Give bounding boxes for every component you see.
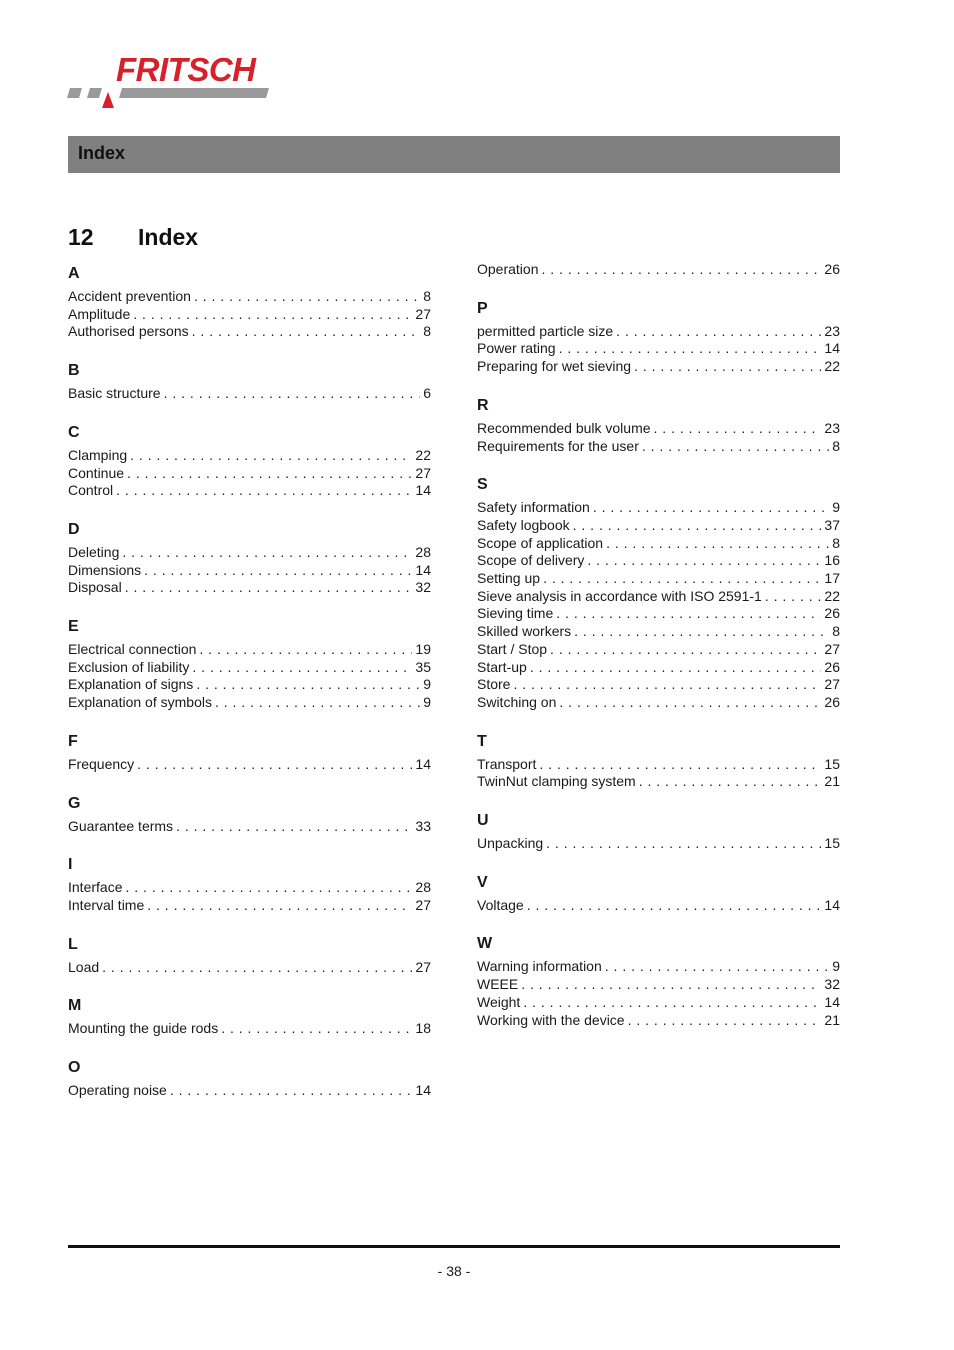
index-term: WEEE: [477, 976, 519, 993]
index-page-number: 22: [415, 446, 431, 463]
index-entry[interactable]: [477, 358, 840, 376]
index-entry[interactable]: [68, 756, 431, 774]
dot-leader: [559, 340, 822, 358]
index-letter: O: [68, 1059, 81, 1077]
index-entry[interactable]: [477, 835, 840, 853]
index-entry[interactable]: [68, 579, 431, 597]
index-page-number: 27: [415, 896, 431, 913]
dot-leader: [593, 499, 829, 517]
index-entry[interactable]: [68, 385, 431, 403]
dot-leader: [102, 959, 412, 977]
index-term: Operating noise: [68, 1082, 167, 1099]
index-term: Clamping: [68, 446, 128, 463]
dot-leader: [559, 694, 821, 712]
index-term: Warning information: [477, 958, 602, 975]
index-term: Transport: [477, 755, 537, 772]
index-term: Power rating: [477, 340, 556, 357]
index-group: [68, 996, 431, 1038]
index-term: Requirements for the user: [477, 437, 639, 454]
index-page-number: 14: [824, 896, 840, 913]
index-term: Basic structure: [68, 385, 161, 402]
index-letter: D: [68, 520, 80, 538]
index-letter: R: [477, 396, 489, 414]
index-letter: L: [68, 935, 78, 953]
index-page-number: 26: [824, 261, 840, 277]
dot-leader: [513, 676, 821, 694]
index-entry[interactable]: [477, 756, 840, 774]
index-entry[interactable]: [477, 323, 840, 341]
index-page-number: 27: [415, 958, 431, 975]
dot-leader: [530, 659, 822, 677]
index-entry[interactable]: [477, 676, 840, 694]
index-page-number: 9: [832, 499, 840, 516]
index-page-number: 22: [824, 358, 840, 375]
index-term: Setting up: [477, 570, 541, 587]
index-term: Mounting the guide rods: [68, 1020, 219, 1037]
index-entry[interactable]: [68, 306, 431, 324]
index-entry[interactable]: [68, 288, 431, 306]
index-group: [68, 855, 431, 914]
index-entry[interactable]: [477, 694, 840, 712]
index-term: Interval time: [68, 896, 145, 913]
dot-leader: [215, 694, 420, 712]
index-group: [68, 520, 431, 597]
fritsch-logo: [66, 52, 286, 114]
dot-leader: [130, 447, 412, 465]
index-page-number: 14: [824, 340, 840, 357]
index-term: Accident prevention: [68, 288, 191, 304]
dot-leader: [125, 579, 413, 597]
index-letter: B: [68, 362, 80, 380]
index-term: Amplitude: [68, 305, 131, 322]
index-page-number: 14: [824, 993, 840, 1010]
index-entry[interactable]: [477, 773, 840, 791]
index-entry[interactable]: [477, 958, 840, 976]
index-letter: S: [477, 476, 488, 494]
index-page-number: 27: [415, 464, 431, 481]
index-term: Switching on: [477, 693, 557, 710]
dot-leader: [133, 306, 412, 324]
index-term: Working with the device: [477, 1011, 625, 1028]
dot-leader: [634, 358, 821, 376]
index-entry[interactable]: [477, 420, 840, 438]
index-group: [477, 396, 840, 455]
index-entry[interactable]: [477, 897, 840, 915]
index-entry[interactable]: [477, 976, 840, 994]
dot-leader: [616, 323, 821, 341]
index-group: [68, 617, 431, 712]
index-page-number: 8: [832, 623, 840, 640]
dot-leader: [137, 756, 412, 774]
index-term: Weight: [477, 993, 521, 1010]
index-entry[interactable]: [68, 1020, 431, 1038]
index-entry[interactable]: [68, 1082, 431, 1100]
dot-leader: [527, 897, 822, 915]
index-page-number: 27: [824, 676, 840, 693]
index-page-number: 37: [824, 516, 840, 533]
index-page-number: 28: [415, 543, 431, 560]
index-page-number: 14: [415, 482, 431, 499]
dot-leader: [587, 552, 821, 570]
index-entry[interactable]: [68, 482, 431, 500]
index-entry[interactable]: [68, 659, 431, 677]
index-entry[interactable]: [68, 676, 431, 694]
dot-leader: [574, 623, 829, 641]
chapter-number: 12: [68, 224, 94, 250]
index-letter: G: [68, 794, 81, 812]
index-group: [477, 873, 840, 915]
index-term: permitted particle size: [477, 322, 614, 339]
index-group: [68, 935, 431, 977]
index-entry[interactable]: [477, 499, 840, 517]
index-term: Load: [68, 958, 100, 975]
index-letter: I: [68, 856, 73, 874]
index-entry[interactable]: [477, 535, 840, 553]
index-page-number: 32: [824, 976, 840, 993]
dot-leader: [147, 897, 412, 915]
index-entry[interactable]: [68, 562, 431, 580]
index-term: Store: [477, 676, 511, 693]
index-page-number: 26: [824, 693, 840, 710]
index-group: [477, 732, 840, 791]
index-group: [68, 794, 431, 836]
index-term: TwinNut clamping system: [477, 773, 636, 790]
index-term: Preparing for wet sieving: [477, 358, 632, 375]
index-entry[interactable]: [477, 605, 840, 623]
logo-text: FRITSCH: [116, 51, 256, 88]
dot-leader: [628, 1012, 822, 1030]
index-page-number: 35: [415, 658, 431, 675]
dot-leader: [642, 438, 829, 456]
index-term: Dimensions: [68, 561, 142, 578]
index-column-right: [477, 261, 840, 1029]
index-page-number: 6: [423, 385, 431, 402]
index-term: Explanation of signs: [68, 676, 194, 693]
index-page-number: 26: [824, 605, 840, 622]
index-entry[interactable]: [477, 588, 840, 606]
dot-leader: [523, 994, 821, 1012]
dot-leader: [546, 835, 821, 853]
index-term: Continue: [68, 464, 125, 481]
index-group: [477, 934, 840, 1029]
index-group: [68, 423, 431, 500]
index-column-left: [68, 264, 431, 1100]
dot-leader: [541, 261, 821, 279]
dot-leader: [573, 517, 822, 535]
index-entry[interactable]: [477, 517, 840, 535]
index-entry[interactable]: [477, 261, 840, 279]
index-page-number: 16: [824, 552, 840, 569]
index-letter: E: [68, 618, 79, 636]
dot-leader: [194, 288, 420, 306]
index-entry[interactable]: [477, 438, 840, 456]
index-entry[interactable]: [68, 959, 431, 977]
index-page-number: 22: [824, 587, 840, 604]
index-group: [477, 261, 840, 279]
dot-leader: [164, 385, 421, 403]
index-term: Interface: [68, 879, 123, 896]
index-group: [68, 1058, 431, 1100]
index-page-number: 28: [415, 879, 431, 896]
chapter-title: Index: [138, 224, 199, 250]
index-page-number: 26: [824, 658, 840, 675]
dot-leader: [144, 562, 412, 580]
index-page-number: 14: [415, 561, 431, 578]
dot-leader: [550, 641, 821, 659]
page-number: - 38 -: [437, 1263, 471, 1279]
index-term: Control: [68, 482, 114, 499]
index-term: Guarantee terms: [68, 817, 174, 834]
index-entry[interactable]: [477, 994, 840, 1012]
footer-rule: [68, 1245, 840, 1248]
dot-leader: [606, 535, 829, 553]
index-page-number: 14: [415, 1082, 431, 1099]
index-page-number: 8: [423, 288, 431, 304]
dot-leader: [765, 588, 822, 606]
index-group: [68, 732, 431, 774]
index-term: Deleting: [68, 543, 120, 560]
index-group: [477, 299, 840, 376]
index-page-number: 19: [415, 641, 431, 658]
index-group: [68, 361, 431, 403]
dot-leader: [125, 879, 412, 897]
index-page-number: 8: [423, 323, 431, 340]
dot-leader: [122, 544, 412, 562]
index-term: Electrical connection: [68, 641, 197, 658]
index-page-number: 9: [832, 958, 840, 975]
index-page-number: 9: [423, 694, 431, 711]
index-term: Start-up: [477, 658, 527, 675]
dot-leader: [221, 1020, 412, 1038]
index-entry[interactable]: [477, 641, 840, 659]
index-entry[interactable]: [477, 552, 840, 570]
index-page-number: 8: [832, 437, 840, 454]
index-entry[interactable]: [477, 623, 840, 641]
index-group: [477, 475, 840, 711]
index-entry[interactable]: [68, 544, 431, 562]
index-letter: A: [68, 265, 80, 282]
index-entry[interactable]: [477, 1012, 840, 1030]
index-page-number: 17: [824, 570, 840, 587]
dot-leader: [639, 773, 822, 791]
section-header-bar: [68, 136, 840, 173]
index-term: Sieve analysis in accordance with ISO 2591-1: [477, 587, 762, 604]
dot-leader: [556, 605, 821, 623]
index-page-number: 18: [415, 1020, 431, 1037]
index-entry[interactable]: [477, 659, 840, 677]
index-letter: F: [68, 732, 78, 750]
index-entry[interactable]: [68, 818, 431, 836]
index-page-number: 21: [824, 1011, 840, 1028]
dot-leader: [605, 958, 829, 976]
index-page-number: 15: [824, 835, 840, 852]
index-term: Authorised persons: [68, 323, 189, 340]
index-entry[interactable]: [68, 447, 431, 465]
index-entry[interactable]: [477, 340, 840, 358]
dot-leader: [116, 482, 412, 500]
index-page-number: 15: [824, 755, 840, 772]
index-entry[interactable]: [68, 694, 431, 712]
index-term: Sieving time: [477, 605, 554, 622]
index-page-number: 32: [415, 579, 431, 596]
index-page-number: 27: [824, 640, 840, 657]
index-term: Exclusion of liability: [68, 658, 190, 675]
index-term: Voltage: [477, 896, 524, 913]
index-entry[interactable]: [68, 879, 431, 897]
index-term: Scope of delivery: [477, 552, 585, 569]
dot-leader: [196, 676, 420, 694]
dot-leader: [521, 976, 821, 994]
dot-leader: [192, 323, 421, 341]
index-entry[interactable]: [68, 641, 431, 659]
index-page-number: 21: [824, 773, 840, 790]
index-term: Safety logbook: [477, 516, 570, 533]
index-entry[interactable]: [68, 897, 431, 915]
index-letter: P: [477, 299, 488, 317]
index-group: [68, 264, 431, 341]
index-page-number: 23: [824, 322, 840, 339]
index-page-number: 14: [415, 755, 431, 772]
index-page-number: 27: [415, 305, 431, 322]
index-entry[interactable]: [68, 323, 431, 341]
dot-leader: [176, 818, 412, 836]
index-letter: T: [477, 732, 487, 750]
chapter-heading: [68, 222, 198, 252]
index-term: Explanation of symbols: [68, 694, 212, 711]
dot-leader: [543, 570, 821, 588]
index-term: Recommended bulk volume: [477, 419, 651, 436]
index-entry[interactable]: [477, 570, 840, 588]
index-letter: U: [477, 812, 489, 830]
dot-leader: [192, 659, 412, 677]
dot-leader: [199, 641, 412, 659]
index-group: [477, 811, 840, 853]
section-header-title: Index: [78, 143, 126, 163]
index-page-number: 33: [415, 817, 431, 834]
index-letter: M: [68, 997, 82, 1015]
index-term: Start / Stop: [477, 640, 548, 657]
dot-leader: [170, 1082, 413, 1100]
index-term: Scope of application: [477, 534, 604, 551]
index-page-number: 9: [423, 676, 431, 693]
index-entry[interactable]: [68, 465, 431, 483]
index-letter: W: [477, 935, 493, 953]
dot-leader: [127, 465, 412, 483]
dot-leader: [654, 420, 822, 438]
index-term: Safety information: [477, 499, 590, 516]
dot-leader: [539, 756, 821, 774]
index-page-number: 23: [824, 419, 840, 436]
index-term: Frequency: [68, 755, 135, 772]
index-page-number: 8: [832, 534, 840, 551]
index-term: Skilled workers: [477, 623, 572, 640]
index-term: Operation: [477, 261, 539, 277]
index-term: Unpacking: [477, 835, 544, 852]
index-letter: C: [68, 423, 80, 441]
index-letter: V: [477, 873, 488, 891]
index-term: Disposal: [68, 579, 122, 596]
